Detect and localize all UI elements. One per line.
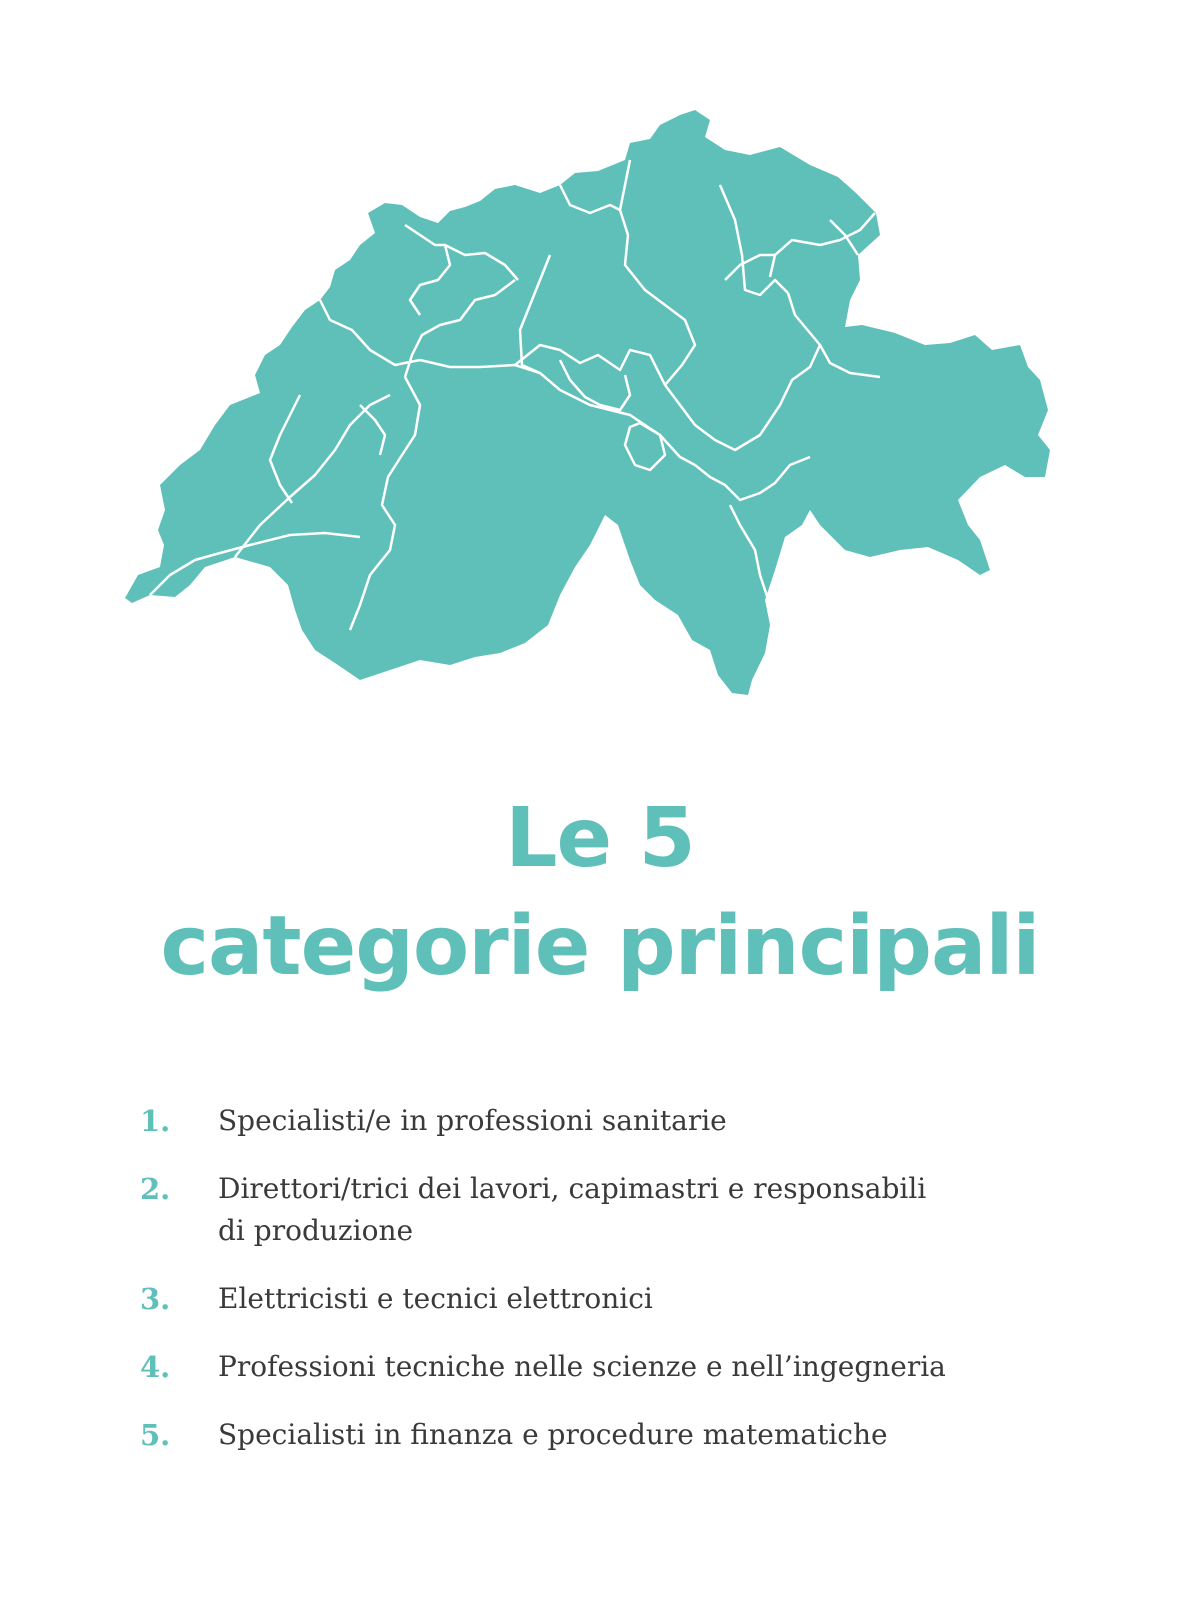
list-item <box>140 1100 1040 1142</box>
page-title <box>0 785 1200 1001</box>
list-item-number: 1. <box>140 1104 171 1138</box>
list-item-text: Professioni tecniche nelle scienze e nell’ingegneria <box>218 1350 946 1383</box>
list-item-number: 2. <box>140 1172 171 1206</box>
list-item-number: 3. <box>140 1282 171 1316</box>
title-line-1: Le 5 <box>505 791 695 886</box>
list-item <box>140 1168 1040 1252</box>
switzerland-map-icon <box>120 105 1060 705</box>
title-line-2: categorie principali <box>160 899 1040 994</box>
list-item-text: Direttori/trici dei lavori, capimastri e responsabili di produzione <box>218 1172 927 1247</box>
list-item-text: Specialisti in finanza e procedure matematiche <box>218 1418 888 1451</box>
categories-list <box>140 1100 1040 1482</box>
list-item <box>140 1414 1040 1456</box>
list-item-text: Specialisti/e in professioni sanitarie <box>218 1104 727 1137</box>
switzerland-map <box>120 105 1060 705</box>
list-item-number: 5. <box>140 1418 171 1452</box>
list-item-number: 4. <box>140 1350 171 1384</box>
list-item <box>140 1346 1040 1388</box>
list-item <box>140 1278 1040 1320</box>
list-item-text: Elettricisti e tecnici elettronici <box>218 1282 653 1315</box>
